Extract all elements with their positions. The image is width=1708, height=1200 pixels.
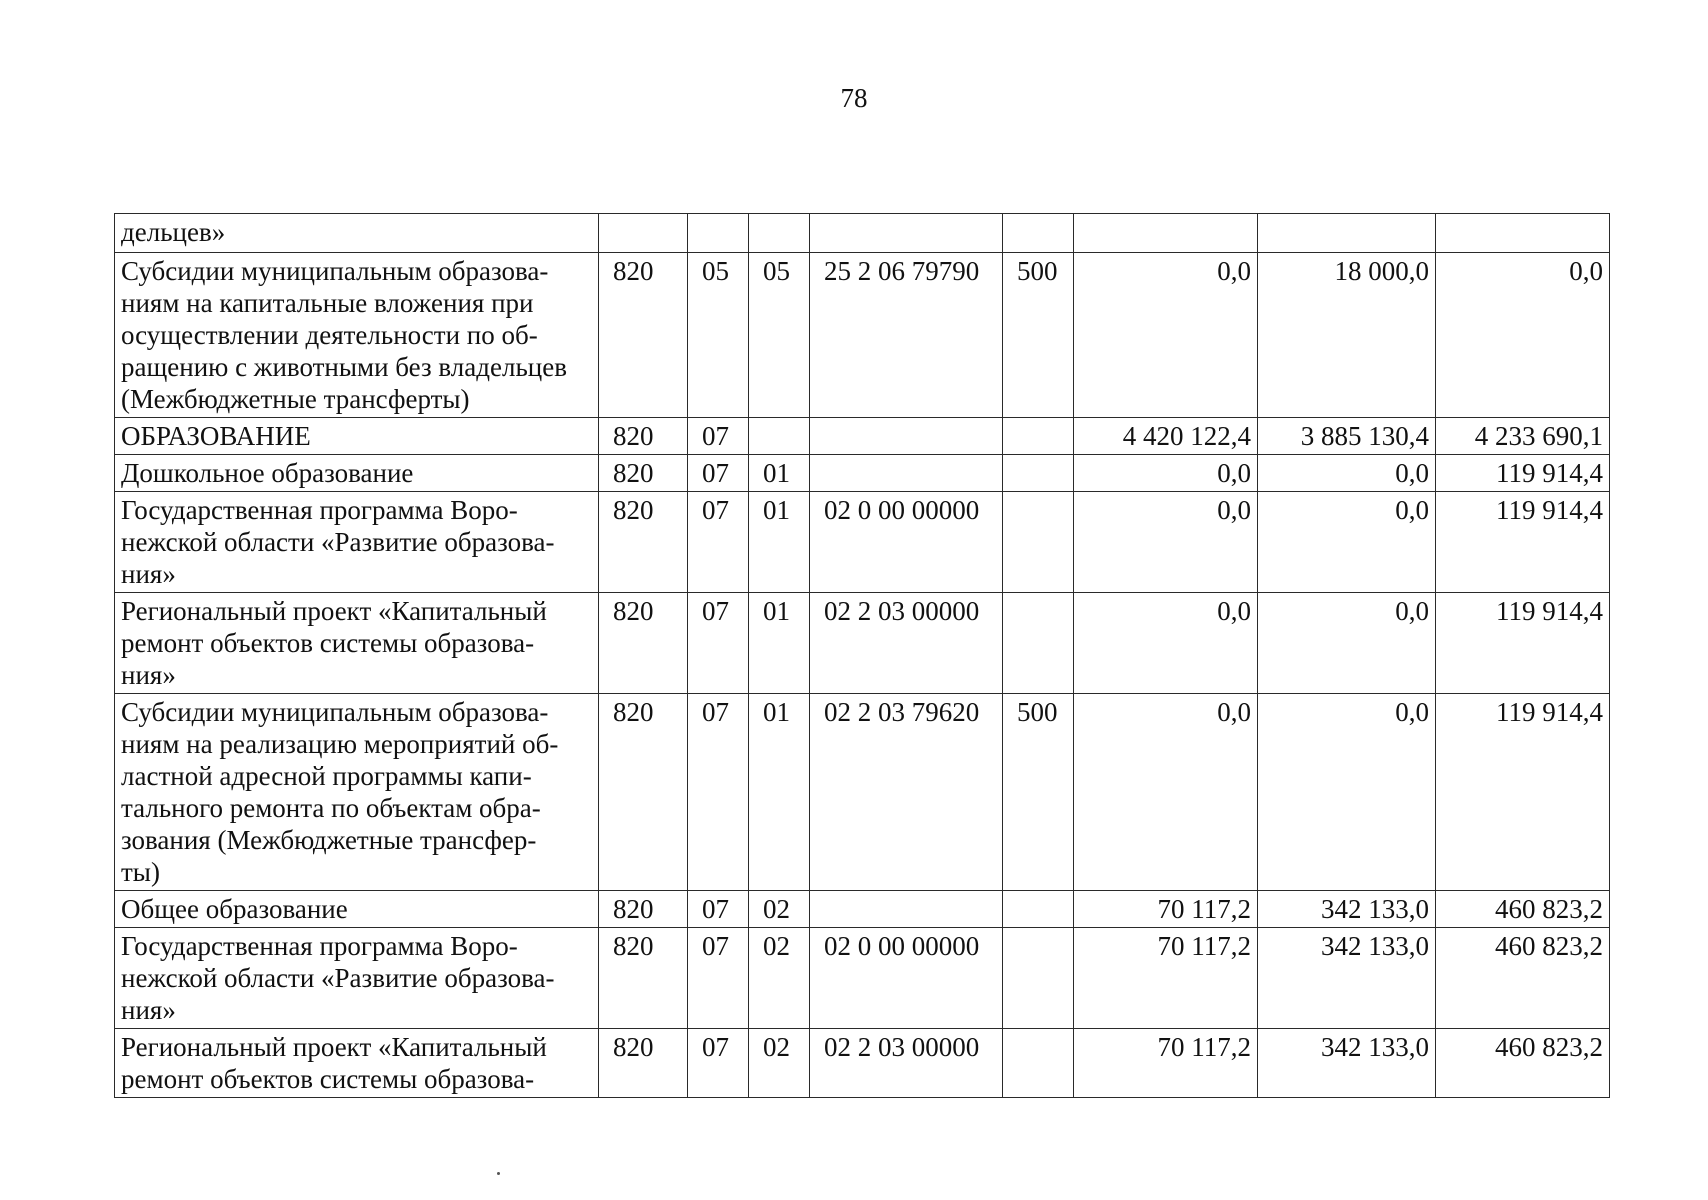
row-amount-3-text: 460 823,2 [1495, 1032, 1603, 1062]
row-section-text: 07 [702, 894, 729, 924]
row-amount-1-cell [1074, 928, 1258, 1029]
scan-speck [497, 1172, 500, 1175]
row-section-cell [688, 1029, 749, 1098]
table-row [115, 928, 1610, 1029]
row-amount-1-cell [1074, 214, 1258, 253]
row-section-text: 07 [702, 495, 729, 525]
row-grbs-cell [599, 253, 688, 418]
row-section-cell [688, 694, 749, 891]
row-grbs-cell [599, 928, 688, 1029]
row-amount-2-cell [1258, 593, 1436, 694]
row-grbs-cell [599, 418, 688, 455]
row-amount-1-text: 0,0 [1217, 256, 1251, 286]
row-name-cell [115, 1029, 599, 1098]
row-name-text: Государственная программа Воро- нежской области «Развитие образова- ния» [121, 931, 555, 1025]
row-grbs-text: 820 [613, 256, 654, 286]
row-expense-type-text: 500 [1017, 256, 1058, 286]
row-expense-type-cell [1003, 455, 1074, 492]
table-row [115, 418, 1610, 455]
row-amount-3-text: 119 914,4 [1496, 697, 1603, 727]
row-grbs-cell [599, 891, 688, 928]
row-amount-3-text: 460 823,2 [1495, 931, 1603, 961]
row-amount-3-text: 119 914,4 [1496, 495, 1603, 525]
row-grbs-cell [599, 593, 688, 694]
row-name-cell [115, 455, 599, 492]
row-section-text: 07 [702, 421, 729, 451]
table-row [115, 492, 1610, 593]
row-target-article-text: 02 0 00 00000 [824, 495, 980, 525]
row-subsection-text: 01 [763, 596, 790, 626]
row-subsection-text: 01 [763, 495, 790, 525]
row-expense-type-text: 500 [1017, 697, 1058, 727]
row-amount-1-cell [1074, 1029, 1258, 1098]
row-amount-3-cell [1436, 214, 1610, 253]
row-target-article-cell [810, 214, 1003, 253]
table-row [115, 1029, 1610, 1098]
row-subsection-text: 01 [763, 697, 790, 727]
row-amount-3-cell [1436, 253, 1610, 418]
row-section-text: 07 [702, 458, 729, 488]
row-expense-type-cell [1003, 253, 1074, 418]
row-name-cell [115, 253, 599, 418]
budget-table [114, 213, 1610, 1098]
row-amount-3-cell [1436, 593, 1610, 694]
row-amount-3-text: 119 914,4 [1496, 596, 1603, 626]
row-grbs-text: 820 [613, 421, 654, 451]
row-amount-2-cell [1258, 214, 1436, 253]
row-amount-3-text: 460 823,2 [1495, 894, 1603, 924]
row-amount-2-text: 3 885 130,4 [1300, 421, 1429, 451]
row-subsection-cell [749, 492, 810, 593]
row-amount-3-text: 119 914,4 [1496, 458, 1603, 488]
row-name-text: Субсидии муниципальным образова- ниям на реализацию мероприятий об- ластной адресной программы капи- тального ремонта по объектам обра- зования (Межбюджетные трансфер- ты) [121, 697, 559, 887]
row-subsection-cell [749, 891, 810, 928]
row-name-text: Дошкольное образование [121, 458, 414, 488]
row-amount-1-text: 0,0 [1217, 458, 1251, 488]
row-grbs-cell [599, 214, 688, 253]
row-name-text: Региональный проект «Капитальный ремонт объектов системы образова- [121, 1032, 547, 1094]
row-target-article-cell [810, 455, 1003, 492]
row-subsection-cell [749, 1029, 810, 1098]
row-section-cell [688, 418, 749, 455]
row-amount-2-cell [1258, 891, 1436, 928]
row-grbs-text: 820 [613, 495, 654, 525]
row-name-cell [115, 593, 599, 694]
row-amount-1-text: 70 117,2 [1157, 1032, 1251, 1062]
row-amount-2-text: 342 133,0 [1321, 931, 1429, 961]
row-target-article-cell [810, 253, 1003, 418]
row-amount-2-text: 0,0 [1395, 697, 1429, 727]
row-target-article-text: 02 2 03 79620 [824, 697, 980, 727]
row-expense-type-cell [1003, 593, 1074, 694]
row-name-text: Региональный проект «Капитальный ремонт объектов системы образова- ния» [121, 596, 547, 690]
row-target-article-text: 02 2 03 00000 [824, 596, 980, 626]
row-grbs-text: 820 [613, 1032, 654, 1062]
row-subsection-text: 05 [763, 256, 790, 286]
row-amount-3-cell [1436, 928, 1610, 1029]
row-section-cell [688, 891, 749, 928]
row-section-cell [688, 928, 749, 1029]
row-subsection-text: 01 [763, 458, 790, 488]
table-row [115, 214, 1610, 253]
table-row [115, 593, 1610, 694]
row-subsection-cell [749, 214, 810, 253]
row-amount-1-text: 70 117,2 [1157, 931, 1251, 961]
row-subsection-cell [749, 253, 810, 418]
row-amount-2-cell [1258, 253, 1436, 418]
row-target-article-cell [810, 891, 1003, 928]
row-amount-2-text: 342 133,0 [1321, 894, 1429, 924]
row-section-cell [688, 214, 749, 253]
row-subsection-cell [749, 694, 810, 891]
row-expense-type-cell [1003, 928, 1074, 1029]
row-amount-2-cell [1258, 928, 1436, 1029]
row-amount-2-text: 0,0 [1395, 596, 1429, 626]
row-amount-1-cell [1074, 593, 1258, 694]
row-section-cell [688, 492, 749, 593]
row-expense-type-cell [1003, 1029, 1074, 1098]
row-amount-2-text: 0,0 [1395, 495, 1429, 525]
row-target-article-text: 02 2 03 00000 [824, 1032, 980, 1062]
row-amount-2-cell [1258, 492, 1436, 593]
page-number: 78 [840, 83, 868, 113]
row-amount-2-text: 18 000,0 [1334, 256, 1429, 286]
row-expense-type-cell [1003, 214, 1074, 253]
row-name-text: ОБРАЗОВАНИЕ [121, 421, 311, 451]
row-target-article-cell [810, 492, 1003, 593]
row-subsection-cell [749, 455, 810, 492]
row-target-article-cell [810, 593, 1003, 694]
row-subsection-cell [749, 418, 810, 455]
row-name-cell [115, 891, 599, 928]
budget-table-body [115, 214, 1610, 1098]
row-amount-1-cell [1074, 492, 1258, 593]
row-amount-2-cell [1258, 1029, 1436, 1098]
row-amount-1-cell [1074, 694, 1258, 891]
row-grbs-text: 820 [613, 697, 654, 727]
row-target-article-cell [810, 418, 1003, 455]
row-amount-2-cell [1258, 694, 1436, 891]
row-amount-3-cell [1436, 891, 1610, 928]
row-expense-type-cell [1003, 492, 1074, 593]
row-grbs-cell [599, 694, 688, 891]
row-amount-3-cell [1436, 418, 1610, 455]
row-amount-2-text: 342 133,0 [1321, 1032, 1429, 1062]
row-subsection-cell [749, 593, 810, 694]
row-target-article-cell [810, 1029, 1003, 1098]
row-name-text: Общее образование [121, 894, 348, 924]
row-amount-3-text: 0,0 [1569, 256, 1603, 286]
table-row [115, 253, 1610, 418]
row-amount-1-cell [1074, 455, 1258, 492]
row-subsection-text: 02 [763, 894, 790, 924]
table-row [115, 891, 1610, 928]
row-name-cell [115, 492, 599, 593]
row-grbs-text: 820 [613, 894, 654, 924]
row-grbs-cell [599, 1029, 688, 1098]
row-target-article-cell [810, 694, 1003, 891]
row-section-text: 07 [702, 697, 729, 727]
row-amount-1-cell [1074, 253, 1258, 418]
row-amount-1-text: 0,0 [1217, 697, 1251, 727]
row-target-article-text: 25 2 06 79790 [824, 256, 980, 286]
row-amount-3-cell [1436, 455, 1610, 492]
row-subsection-cell [749, 928, 810, 1029]
row-amount-3-cell [1436, 1029, 1610, 1098]
row-section-text: 05 [702, 256, 729, 286]
row-section-text: 07 [702, 931, 729, 961]
row-name-text: Государственная программа Воро- нежской области «Развитие образова- ния» [121, 495, 555, 589]
row-name-text: дельцев» [121, 217, 226, 247]
table-row [115, 694, 1610, 891]
row-section-text: 07 [702, 596, 729, 626]
row-expense-type-cell [1003, 694, 1074, 891]
row-amount-3-text: 4 233 690,1 [1474, 421, 1603, 451]
row-section-cell [688, 593, 749, 694]
row-grbs-text: 820 [613, 458, 654, 488]
row-grbs-text: 820 [613, 931, 654, 961]
row-amount-1-text: 70 117,2 [1157, 894, 1251, 924]
row-grbs-cell [599, 492, 688, 593]
row-section-cell [688, 455, 749, 492]
row-amount-2-text: 0,0 [1395, 458, 1429, 488]
row-amount-2-cell [1258, 418, 1436, 455]
row-grbs-cell [599, 455, 688, 492]
row-name-cell [115, 214, 599, 253]
row-amount-3-cell [1436, 694, 1610, 891]
row-name-cell [115, 694, 599, 891]
row-subsection-text: 02 [763, 1032, 790, 1062]
row-amount-1-cell [1074, 891, 1258, 928]
row-target-article-cell [810, 928, 1003, 1029]
row-expense-type-cell [1003, 418, 1074, 455]
row-amount-1-cell [1074, 418, 1258, 455]
row-amount-1-text: 4 420 122,4 [1122, 421, 1251, 451]
row-name-cell [115, 928, 599, 1029]
row-target-article-text: 02 0 00 00000 [824, 931, 980, 961]
table-row [115, 455, 1610, 492]
row-amount-2-cell [1258, 455, 1436, 492]
row-expense-type-cell [1003, 891, 1074, 928]
row-section-text: 07 [702, 1032, 729, 1062]
row-amount-1-text: 0,0 [1217, 495, 1251, 525]
row-subsection-text: 02 [763, 931, 790, 961]
row-amount-3-cell [1436, 492, 1610, 593]
row-amount-1-text: 0,0 [1217, 596, 1251, 626]
row-section-cell [688, 253, 749, 418]
row-name-text: Субсидии муниципальным образова- ниям на капитальные вложения при осуществлении деятельности по об- ращению с животными без владельцев (Межбюджетные трансферты) [121, 256, 567, 414]
row-name-cell [115, 418, 599, 455]
row-grbs-text: 820 [613, 596, 654, 626]
